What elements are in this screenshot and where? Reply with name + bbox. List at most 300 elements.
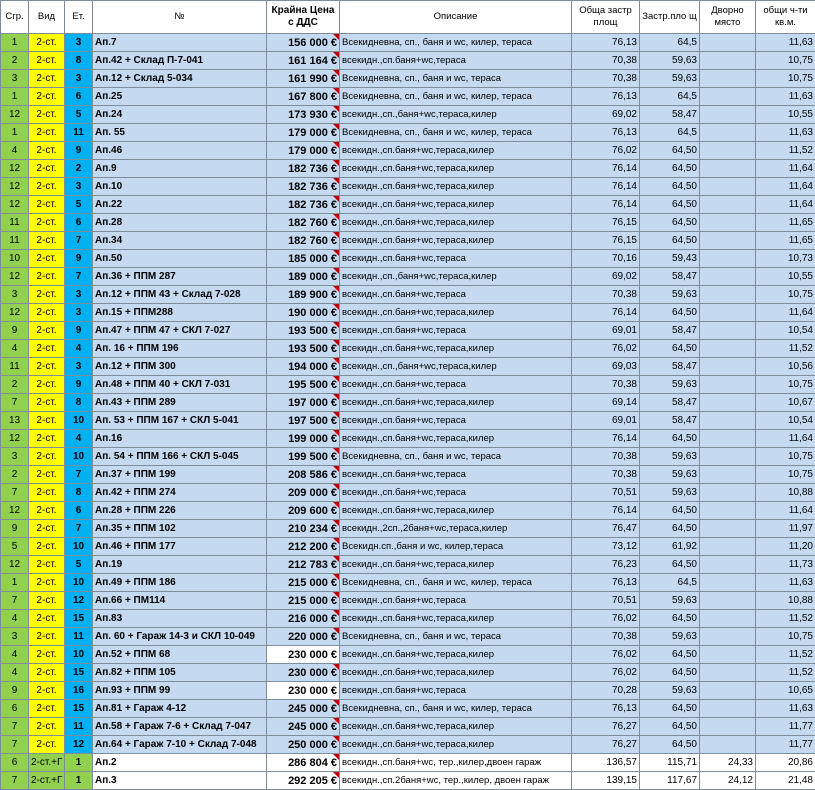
cell-view[interactable]: 2-ст.+Г [29,754,65,772]
cell-built-area[interactable]: 58,47 [640,322,700,340]
cell-total-area[interactable]: 70,51 [572,484,640,502]
cell-common[interactable]: 10,55 [756,268,815,286]
cell-number[interactable]: Ап.16 [93,430,267,448]
cell-yard[interactable] [700,52,756,70]
cell-group[interactable]: 1 [1,124,29,142]
cell-view[interactable]: 2-ст. [29,574,65,592]
cell-common[interactable]: 11,52 [756,646,815,664]
cell-yard[interactable] [700,610,756,628]
cell-total-area[interactable]: 70,16 [572,250,640,268]
cell-total-area[interactable]: 76,13 [572,124,640,142]
cell-total-area[interactable]: 70,38 [572,52,640,70]
cell-common[interactable]: 10,75 [756,52,815,70]
cell-built-area[interactable]: 64,50 [640,664,700,682]
cell-common[interactable]: 21,48 [756,772,815,790]
cell-group[interactable]: 9 [1,520,29,538]
cell-description[interactable]: всекидн.,сп.баня+wc,тераса [340,322,572,340]
cell-description[interactable]: Всекидневна, сп., баня и wc, килер, тераса [340,700,572,718]
cell-floor[interactable]: 12 [65,592,93,610]
cell-total-area[interactable]: 69,02 [572,106,640,124]
cell-group[interactable]: 6 [1,700,29,718]
cell-common[interactable]: 10,75 [756,286,815,304]
cell-common[interactable]: 11,52 [756,142,815,160]
cell-description[interactable]: всекидн.,сп.баня+wc,тераса,килер [340,430,572,448]
cell-number[interactable]: Ап.46 + ППМ 177 [93,538,267,556]
cell-view[interactable]: 2-ст. [29,664,65,682]
cell-common[interactable]: 11,73 [756,556,815,574]
cell-price[interactable]: 161 164 € [267,52,340,70]
cell-common[interactable]: 11,65 [756,214,815,232]
header-number[interactable]: № [93,1,267,34]
cell-view[interactable]: 2-ст. [29,556,65,574]
cell-number[interactable]: Ап.25 [93,88,267,106]
cell-description[interactable]: всекидн.,сп.баня+wc,тераса [340,682,572,700]
cell-yard[interactable] [700,556,756,574]
cell-floor[interactable]: 3 [65,178,93,196]
header-built-area[interactable]: Застр.пло щ [640,1,700,34]
cell-built-area[interactable]: 64,50 [640,646,700,664]
cell-built-area[interactable]: 59,63 [640,682,700,700]
cell-total-area[interactable]: 70,38 [572,448,640,466]
cell-number[interactable]: Ап.28 + ППМ 226 [93,502,267,520]
cell-group[interactable]: 9 [1,682,29,700]
cell-view[interactable]: 2-ст. [29,232,65,250]
cell-built-area[interactable]: 64,50 [640,160,700,178]
cell-number[interactable]: Ап.43 + ППМ 289 [93,394,267,412]
cell-price[interactable]: 167 800 € [267,88,340,106]
cell-built-area[interactable]: 59,63 [640,466,700,484]
cell-number[interactable]: Ап.7 [93,34,267,52]
cell-yard[interactable] [700,718,756,736]
cell-price[interactable]: 182 736 € [267,196,340,214]
cell-view[interactable]: 2-ст. [29,34,65,52]
cell-price[interactable]: 212 200 € [267,538,340,556]
cell-built-area[interactable]: 59,63 [640,52,700,70]
cell-description[interactable]: всекидн.,сп.,баня+wc,тераса,килер [340,106,572,124]
cell-description[interactable]: Всекидневна, сп., баня и wc, килер, тераса [340,574,572,592]
cell-number[interactable]: Ап.12 + ППМ 300 [93,358,267,376]
cell-common[interactable]: 20,86 [756,754,815,772]
cell-description[interactable]: Всекидневна, сп., баня и wc, тераса [340,70,572,88]
cell-group[interactable]: 3 [1,70,29,88]
cell-group[interactable]: 3 [1,286,29,304]
cell-common[interactable]: 11,63 [756,34,815,52]
cell-price[interactable]: 292 205 € [267,772,340,790]
cell-group[interactable]: 7 [1,718,29,736]
cell-yard[interactable] [700,664,756,682]
cell-floor[interactable]: 1 [65,754,93,772]
cell-description[interactable]: всекидн.,сп.баня+wc,тераса [340,466,572,484]
cell-group[interactable]: 11 [1,232,29,250]
cell-yard[interactable] [700,88,756,106]
cell-description[interactable]: всекидн.,сп.баня+wc,тераса,килер [340,664,572,682]
cell-common[interactable]: 11,52 [756,664,815,682]
cell-common[interactable]: 10,75 [756,448,815,466]
cell-total-area[interactable]: 76,14 [572,502,640,520]
cell-price[interactable]: 185 000 € [267,250,340,268]
cell-common[interactable]: 10,65 [756,682,815,700]
cell-yard[interactable]: 24,12 [700,772,756,790]
cell-built-area[interactable]: 64,50 [640,502,700,520]
cell-yard[interactable] [700,106,756,124]
cell-yard[interactable] [700,232,756,250]
cell-group[interactable]: 12 [1,106,29,124]
cell-group[interactable]: 7 [1,772,29,790]
cell-floor[interactable]: 3 [65,34,93,52]
cell-yard[interactable] [700,484,756,502]
header-total-area[interactable]: Обща застр площ [572,1,640,34]
cell-view[interactable]: 2-ст. [29,196,65,214]
cell-group[interactable]: 2 [1,52,29,70]
cell-description[interactable]: всекидн.,сп.баня+wc,тераса,килер [340,214,572,232]
cell-price[interactable]: 195 500 € [267,376,340,394]
cell-number[interactable]: Ап.64 + Гараж 7-10 + Склад 7-048 [93,736,267,754]
cell-common[interactable]: 11,64 [756,430,815,448]
cell-description[interactable]: всекидн.,сп.баня+wc,тераса,килер [340,160,572,178]
header-yard[interactable]: Дворно място [700,1,756,34]
cell-price[interactable]: 199 500 € [267,448,340,466]
cell-common[interactable]: 11,64 [756,196,815,214]
cell-built-area[interactable]: 64,50 [640,196,700,214]
cell-group[interactable]: 4 [1,142,29,160]
cell-common[interactable]: 11,77 [756,736,815,754]
cell-view[interactable]: 2-ст. [29,502,65,520]
cell-common[interactable]: 10,88 [756,484,815,502]
cell-built-area[interactable]: 64,50 [640,610,700,628]
cell-number[interactable]: Ап.81 + Гараж 4-12 [93,700,267,718]
cell-total-area[interactable]: 76,14 [572,160,640,178]
cell-total-area[interactable]: 76,14 [572,430,640,448]
cell-group[interactable]: 3 [1,628,29,646]
cell-price[interactable]: 179 000 € [267,124,340,142]
cell-floor[interactable]: 6 [65,214,93,232]
cell-price[interactable]: 215 000 € [267,592,340,610]
cell-group[interactable]: 12 [1,502,29,520]
cell-total-area[interactable]: 69,01 [572,322,640,340]
cell-number[interactable]: Ап.28 [93,214,267,232]
cell-description[interactable]: Всекидневна, сп., баня и wc, килер, тераса [340,88,572,106]
cell-number[interactable]: Ап.2 [93,754,267,772]
cell-price[interactable]: 194 000 € [267,358,340,376]
cell-floor[interactable]: 8 [65,394,93,412]
cell-built-area[interactable]: 64,50 [640,700,700,718]
cell-view[interactable]: 2-ст. [29,376,65,394]
cell-yard[interactable] [700,646,756,664]
cell-common[interactable]: 10,55 [756,106,815,124]
cell-price[interactable]: 182 736 € [267,178,340,196]
cell-price[interactable]: 193 500 € [267,322,340,340]
cell-total-area[interactable]: 76,23 [572,556,640,574]
cell-view[interactable]: 2-ст. [29,520,65,538]
cell-yard[interactable] [700,358,756,376]
cell-price[interactable]: 182 760 € [267,214,340,232]
cell-description[interactable]: Всекидневна, сп., баня и wc, килер, тераса [340,124,572,142]
cell-price[interactable]: 212 783 € [267,556,340,574]
cell-number[interactable]: Ап.42 + Склад П-7-041 [93,52,267,70]
cell-floor[interactable]: 7 [65,232,93,250]
cell-view[interactable]: 2-ст. [29,304,65,322]
cell-built-area[interactable]: 58,47 [640,412,700,430]
cell-price[interactable]: 197 000 € [267,394,340,412]
cell-floor[interactable]: 11 [65,718,93,736]
cell-floor[interactable]: 11 [65,628,93,646]
cell-group[interactable]: 2 [1,466,29,484]
cell-view[interactable]: 2-ст. [29,736,65,754]
cell-group[interactable]: 2 [1,376,29,394]
cell-number[interactable]: Ап.49 + ППМ 186 [93,574,267,592]
cell-built-area[interactable]: 115,71 [640,754,700,772]
cell-view[interactable]: 2-ст. [29,700,65,718]
cell-total-area[interactable]: 70,38 [572,376,640,394]
cell-view[interactable]: 2-ст. [29,412,65,430]
cell-view[interactable]: 2-ст. [29,610,65,628]
cell-number[interactable]: Ап.22 [93,196,267,214]
cell-price[interactable]: 230 000 € [267,646,340,664]
cell-total-area[interactable]: 76,15 [572,214,640,232]
cell-description[interactable]: всекидн.,сп.баня+wc,тераса,килер [340,502,572,520]
cell-built-area[interactable]: 58,47 [640,394,700,412]
cell-price[interactable]: 182 736 € [267,160,340,178]
cell-floor[interactable]: 9 [65,142,93,160]
cell-floor[interactable]: 10 [65,646,93,664]
cell-floor[interactable]: 2 [65,160,93,178]
cell-description[interactable]: Всекидневна, сп., баня и wc, тераса [340,448,572,466]
cell-group[interactable]: 3 [1,448,29,466]
cell-description[interactable]: всекидн.,сп.баня+wc,тераса,килер [340,232,572,250]
cell-price[interactable]: 286 804 € [267,754,340,772]
cell-description[interactable]: всекидн.,сп.баня+wc,тераса [340,250,572,268]
cell-total-area[interactable]: 76,13 [572,34,640,52]
cell-price[interactable]: 173 930 € [267,106,340,124]
cell-total-area[interactable]: 76,27 [572,736,640,754]
cell-price[interactable]: 250 000 € [267,736,340,754]
cell-group[interactable]: 7 [1,394,29,412]
cell-total-area[interactable]: 70,28 [572,682,640,700]
cell-total-area[interactable]: 76,02 [572,142,640,160]
cell-common[interactable]: 10,73 [756,250,815,268]
cell-built-area[interactable]: 61,92 [640,538,700,556]
cell-number[interactable]: Ап.47 + ППМ 47 + СКЛ 7-027 [93,322,267,340]
cell-common[interactable]: 10,54 [756,322,815,340]
cell-yard[interactable] [700,160,756,178]
cell-common[interactable]: 11,97 [756,520,815,538]
cell-common[interactable]: 10,67 [756,394,815,412]
cell-total-area[interactable]: 76,15 [572,232,640,250]
cell-floor[interactable]: 3 [65,358,93,376]
cell-description[interactable]: всекидн.,сп.баня+wc,тераса [340,52,572,70]
cell-built-area[interactable]: 59,63 [640,448,700,466]
cell-view[interactable]: 2-ст. [29,538,65,556]
cell-total-area[interactable]: 69,14 [572,394,640,412]
cell-group[interactable]: 4 [1,340,29,358]
cell-yard[interactable] [700,700,756,718]
cell-price[interactable]: 197 500 € [267,412,340,430]
cell-price[interactable]: 215 000 € [267,574,340,592]
cell-floor[interactable]: 1 [65,772,93,790]
header-price[interactable]: Крайна Цена с ДДС [267,1,340,34]
cell-number[interactable]: Ап.83 [93,610,267,628]
cell-common[interactable]: 11,65 [756,232,815,250]
cell-yard[interactable] [700,448,756,466]
cell-yard[interactable] [700,322,756,340]
cell-group[interactable]: 4 [1,646,29,664]
cell-price[interactable]: 193 500 € [267,340,340,358]
cell-view[interactable]: 2-ст. [29,430,65,448]
cell-total-area[interactable]: 70,38 [572,628,640,646]
cell-number[interactable]: Ап.37 + ППМ 199 [93,466,267,484]
cell-price[interactable]: 156 000 € [267,34,340,52]
cell-common[interactable]: 11,64 [756,304,815,322]
cell-group[interactable]: 1 [1,88,29,106]
cell-price[interactable]: 190 000 € [267,304,340,322]
cell-built-area[interactable]: 64,50 [640,232,700,250]
cell-total-area[interactable]: 76,27 [572,718,640,736]
cell-group[interactable]: 7 [1,736,29,754]
cell-view[interactable]: 2-ст. [29,286,65,304]
cell-price[interactable]: 209 600 € [267,502,340,520]
cell-view[interactable]: 2-ст. [29,106,65,124]
cell-number[interactable]: Ап.3 [93,772,267,790]
cell-description[interactable]: всекидн.,сп.баня+wc,тераса,килер [340,340,572,358]
cell-yard[interactable] [700,124,756,142]
cell-yard[interactable] [700,340,756,358]
cell-view[interactable]: 2-ст. [29,358,65,376]
cell-total-area[interactable]: 76,14 [572,178,640,196]
cell-price[interactable]: 220 000 € [267,628,340,646]
cell-built-area[interactable]: 58,47 [640,358,700,376]
cell-description[interactable]: всекидн.,сп.баня+wc,тераса,килер [340,736,572,754]
cell-total-area[interactable]: 76,13 [572,88,640,106]
cell-built-area[interactable]: 64,50 [640,142,700,160]
cell-built-area[interactable]: 64,50 [640,718,700,736]
cell-group[interactable]: 1 [1,574,29,592]
cell-price[interactable]: 216 000 € [267,610,340,628]
cell-built-area[interactable]: 64,50 [640,214,700,232]
cell-description[interactable]: всекидн.,сп.баня+wc,тераса [340,412,572,430]
cell-number[interactable]: Ап.12 + Склад 5-034 [93,70,267,88]
cell-group[interactable]: 1 [1,34,29,52]
cell-number[interactable]: Ап.19 [93,556,267,574]
cell-price[interactable]: 245 000 € [267,700,340,718]
cell-number[interactable]: Ап.66 + ПМ114 [93,592,267,610]
cell-yard[interactable] [700,592,756,610]
cell-view[interactable]: 2-ст. [29,124,65,142]
cell-floor[interactable]: 10 [65,412,93,430]
cell-common[interactable]: 11,63 [756,574,815,592]
cell-yard[interactable] [700,682,756,700]
cell-total-area[interactable]: 76,02 [572,664,640,682]
cell-floor[interactable]: 5 [65,556,93,574]
cell-group[interactable]: 9 [1,322,29,340]
cell-built-area[interactable]: 64,50 [640,340,700,358]
cell-yard[interactable] [700,214,756,232]
cell-view[interactable]: 2-ст. [29,628,65,646]
cell-common[interactable]: 11,20 [756,538,815,556]
cell-price[interactable]: 209 000 € [267,484,340,502]
cell-number[interactable]: Ап.82 + ППМ 105 [93,664,267,682]
cell-total-area[interactable]: 76,02 [572,610,640,628]
cell-built-area[interactable]: 59,63 [640,70,700,88]
cell-price[interactable]: 210 234 € [267,520,340,538]
cell-floor[interactable]: 3 [65,304,93,322]
cell-floor[interactable]: 15 [65,664,93,682]
cell-description[interactable]: Всекидневна, сп., баня и wc, тераса [340,628,572,646]
cell-yard[interactable]: 24,33 [700,754,756,772]
cell-total-area[interactable]: 76,02 [572,340,640,358]
cell-view[interactable]: 2-ст. [29,322,65,340]
cell-yard[interactable] [700,502,756,520]
cell-number[interactable]: Ап. 16 + ППМ 196 [93,340,267,358]
cell-number[interactable]: Ап.52 + ППМ 68 [93,646,267,664]
cell-total-area[interactable]: 136,57 [572,754,640,772]
cell-group[interactable]: 12 [1,430,29,448]
cell-view[interactable]: 2-ст. [29,466,65,484]
cell-common[interactable]: 10,75 [756,628,815,646]
cell-common[interactable]: 10,88 [756,592,815,610]
cell-yard[interactable] [700,520,756,538]
cell-view[interactable]: 2-ст. [29,88,65,106]
cell-yard[interactable] [700,412,756,430]
cell-group[interactable]: 10 [1,250,29,268]
cell-built-area[interactable]: 59,63 [640,628,700,646]
cell-number[interactable]: Ап.93 + ППМ 99 [93,682,267,700]
cell-number[interactable]: Ап. 54 + ППМ 166 + СКЛ 5-045 [93,448,267,466]
cell-floor[interactable]: 9 [65,376,93,394]
cell-yard[interactable] [700,430,756,448]
cell-number[interactable]: Ап. 55 [93,124,267,142]
cell-price[interactable]: 189 900 € [267,286,340,304]
cell-floor[interactable]: 10 [65,448,93,466]
cell-description[interactable]: всекидн.,сп.баня+wc, тер.,килер,двоен гараж [340,754,572,772]
cell-built-area[interactable]: 64,50 [640,736,700,754]
cell-floor[interactable]: 9 [65,250,93,268]
cell-floor[interactable]: 8 [65,52,93,70]
cell-price[interactable]: 245 000 € [267,718,340,736]
cell-common[interactable]: 11,64 [756,178,815,196]
cell-number[interactable]: Ап.24 [93,106,267,124]
cell-view[interactable]: 2-ст. [29,178,65,196]
cell-common[interactable]: 10,75 [756,466,815,484]
cell-total-area[interactable]: 76,13 [572,574,640,592]
cell-yard[interactable] [700,178,756,196]
cell-number[interactable]: Ап. 53 + ППМ 167 + СКЛ 5-041 [93,412,267,430]
cell-built-area[interactable]: 64,5 [640,574,700,592]
cell-yard[interactable] [700,466,756,484]
cell-built-area[interactable]: 64,50 [640,430,700,448]
cell-view[interactable]: 2-ст. [29,592,65,610]
header-description[interactable]: Описание [340,1,572,34]
cell-total-area[interactable]: 70,38 [572,286,640,304]
cell-description[interactable]: всекидн.,сп.баня+wc,тераса [340,484,572,502]
cell-description[interactable]: Всекидневна, сп., баня и wc, килер, тераса [340,34,572,52]
cell-built-area[interactable]: 59,43 [640,250,700,268]
cell-group[interactable]: 6 [1,754,29,772]
cell-group[interactable]: 12 [1,178,29,196]
cell-view[interactable]: 2-ст. [29,52,65,70]
cell-total-area[interactable]: 76,14 [572,304,640,322]
cell-description[interactable]: всекидн.,сп.баня+wc,тераса,килер [340,718,572,736]
cell-description[interactable]: всекидн.,2сп.,2баня+wc,тераса,килер [340,520,572,538]
cell-built-area[interactable]: 59,63 [640,286,700,304]
cell-description[interactable]: всекидн.,сп.баня+wc,тераса,килер [340,394,572,412]
cell-number[interactable]: Ап.12 + ППМ 43 + Склад 7-028 [93,286,267,304]
cell-floor[interactable]: 9 [65,322,93,340]
cell-yard[interactable] [700,736,756,754]
cell-built-area[interactable]: 64,50 [640,178,700,196]
cell-built-area[interactable]: 59,63 [640,376,700,394]
cell-group[interactable]: 11 [1,358,29,376]
cell-total-area[interactable]: 76,13 [572,700,640,718]
